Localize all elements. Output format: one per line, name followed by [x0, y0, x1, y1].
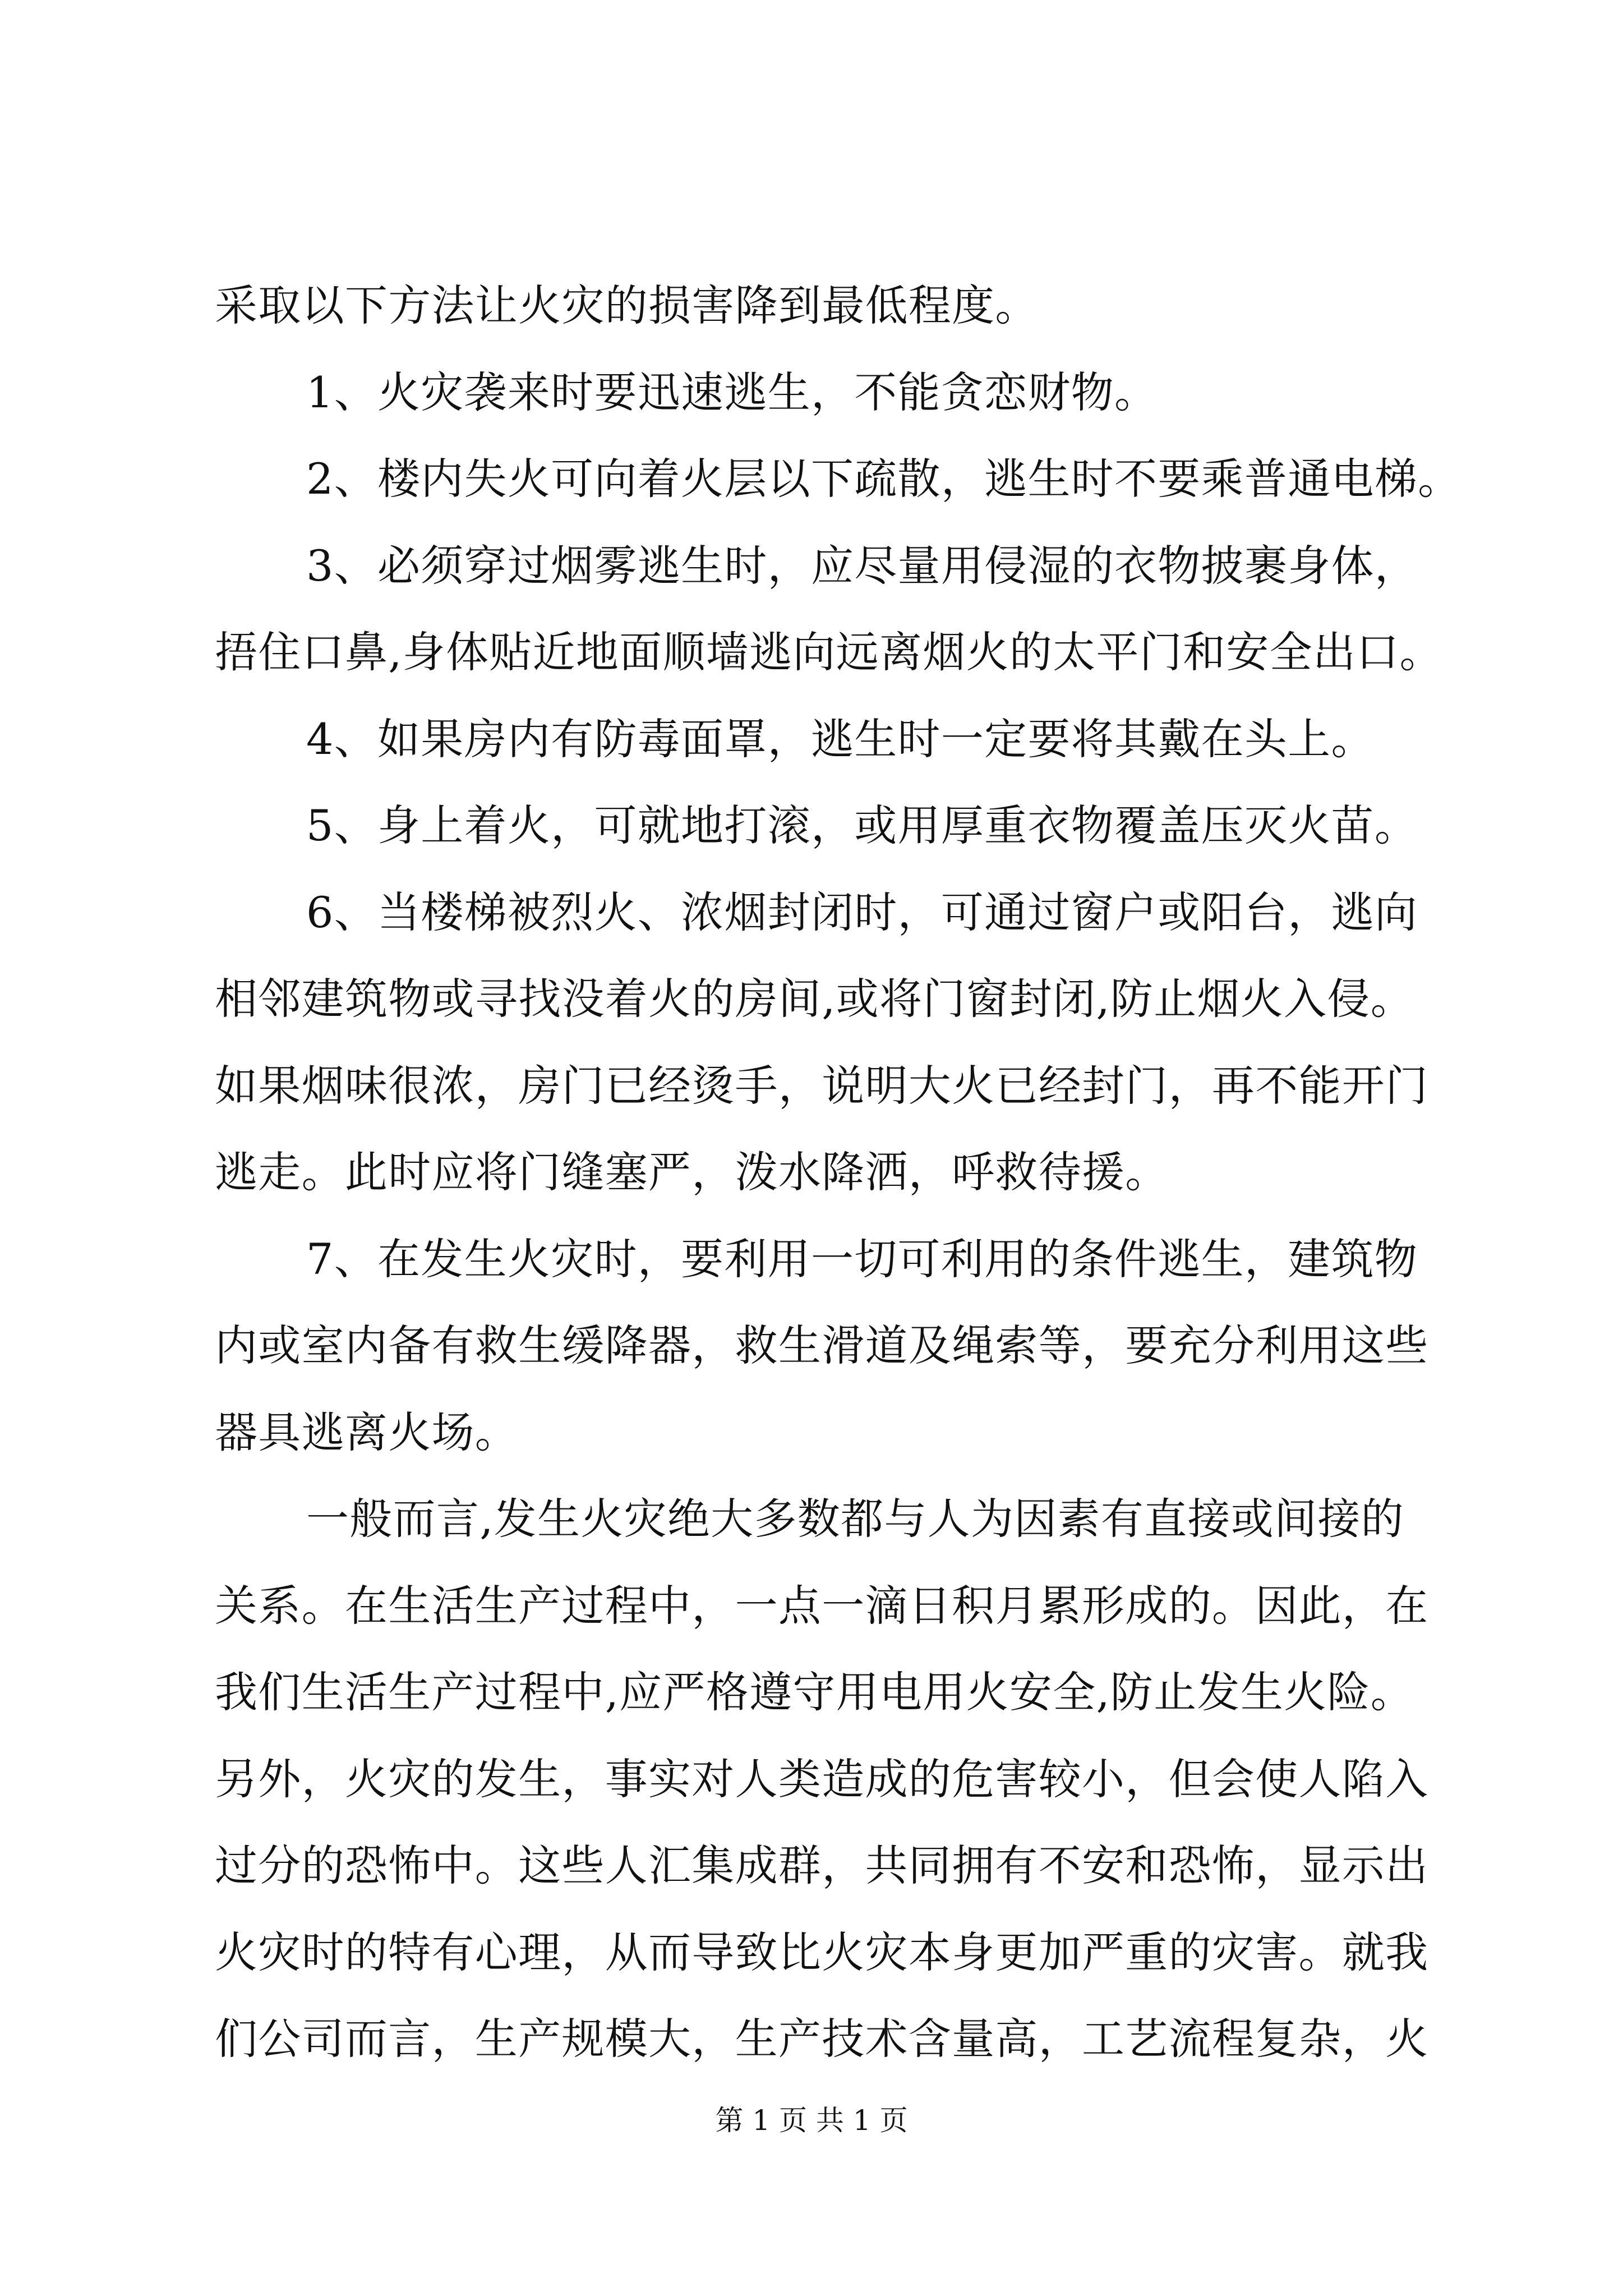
text-line: 2、楼内失火可向着火层以下疏散，逃生时不要乘普通电梯。: [306, 454, 1461, 504]
text-line: 关系。在生活生产过程中，一点一滴日积月累形成的。因此，在: [215, 1580, 1429, 1631]
text-line: 火灾时的特有心理，从而导致比火灾本身更加严重的灾害。就我: [215, 1927, 1429, 1977]
text-line: 内或室内备有救生缓降器，救生滑道及绳索等，要充分利用这些: [215, 1320, 1429, 1370]
text-line: 采取以下方法让火灾的损害降到最低程度。: [215, 280, 1039, 330]
text-line: 器具逃离火场。: [215, 1407, 519, 1457]
text-line: 另外，火灾的发生，事实对人类造成的危害较小，但会使人陷入: [215, 1754, 1429, 1804]
text-line: 7、在发生火灾时，要利用一切可利用的条件逃生，建筑物: [306, 1234, 1418, 1284]
text-line: 4、如果房内有防毒面罩，逃生时一定要将其戴在头上。: [306, 714, 1375, 764]
text-line: 3、必须穿过烟雾逃生时，应尽量用侵湿的衣物披裹身体，: [306, 540, 1418, 591]
text-line: 我们生活生产过程中,应严格遵守用电用火安全,防止发生火险。: [215, 1667, 1414, 1717]
text-line: 过分的恐怖中。这些人汇集成群，共同拥有不安和恐怖，显示出: [215, 1841, 1429, 1890]
text-line: 如果烟味很浓，房门已经烫手，说明大火已经封门，再不能开门: [215, 1060, 1429, 1111]
text-line: 们公司而言，生产规模大，生产技术含量高，工艺流程复杂，火: [215, 2014, 1429, 2064]
text-line: 一般而言,发生火灾绝大多数都与人为因素有直接或间接的: [306, 1494, 1404, 1544]
page-footer: 第 1 页 共 1 页: [715, 2104, 908, 2137]
document-body: [215, 263, 1461, 2083]
text-line: 捂住口鼻,身体贴近地面顺墙逃向远离烟火的太平门和安全出口。: [215, 627, 1443, 677]
text-line: 相邻建筑物或寻找没着火的房间,或将门窗封闭,防止烟火入侵。: [215, 974, 1414, 1024]
text-line: 5、身上着火，可就地打滚，或用厚重衣物覆盖压灭火苗。: [306, 800, 1418, 850]
text-line: 逃走。此时应将门缝塞严，泼水降洒，呼救待援。: [215, 1147, 1169, 1197]
text-line: 1、火灾袭来时要迅速逃生，不能贪恋财物。: [306, 367, 1158, 417]
text-line: 6、当楼梯被烈火、浓烟封闭时，可通过窗户或阳台，逃向: [306, 887, 1418, 937]
